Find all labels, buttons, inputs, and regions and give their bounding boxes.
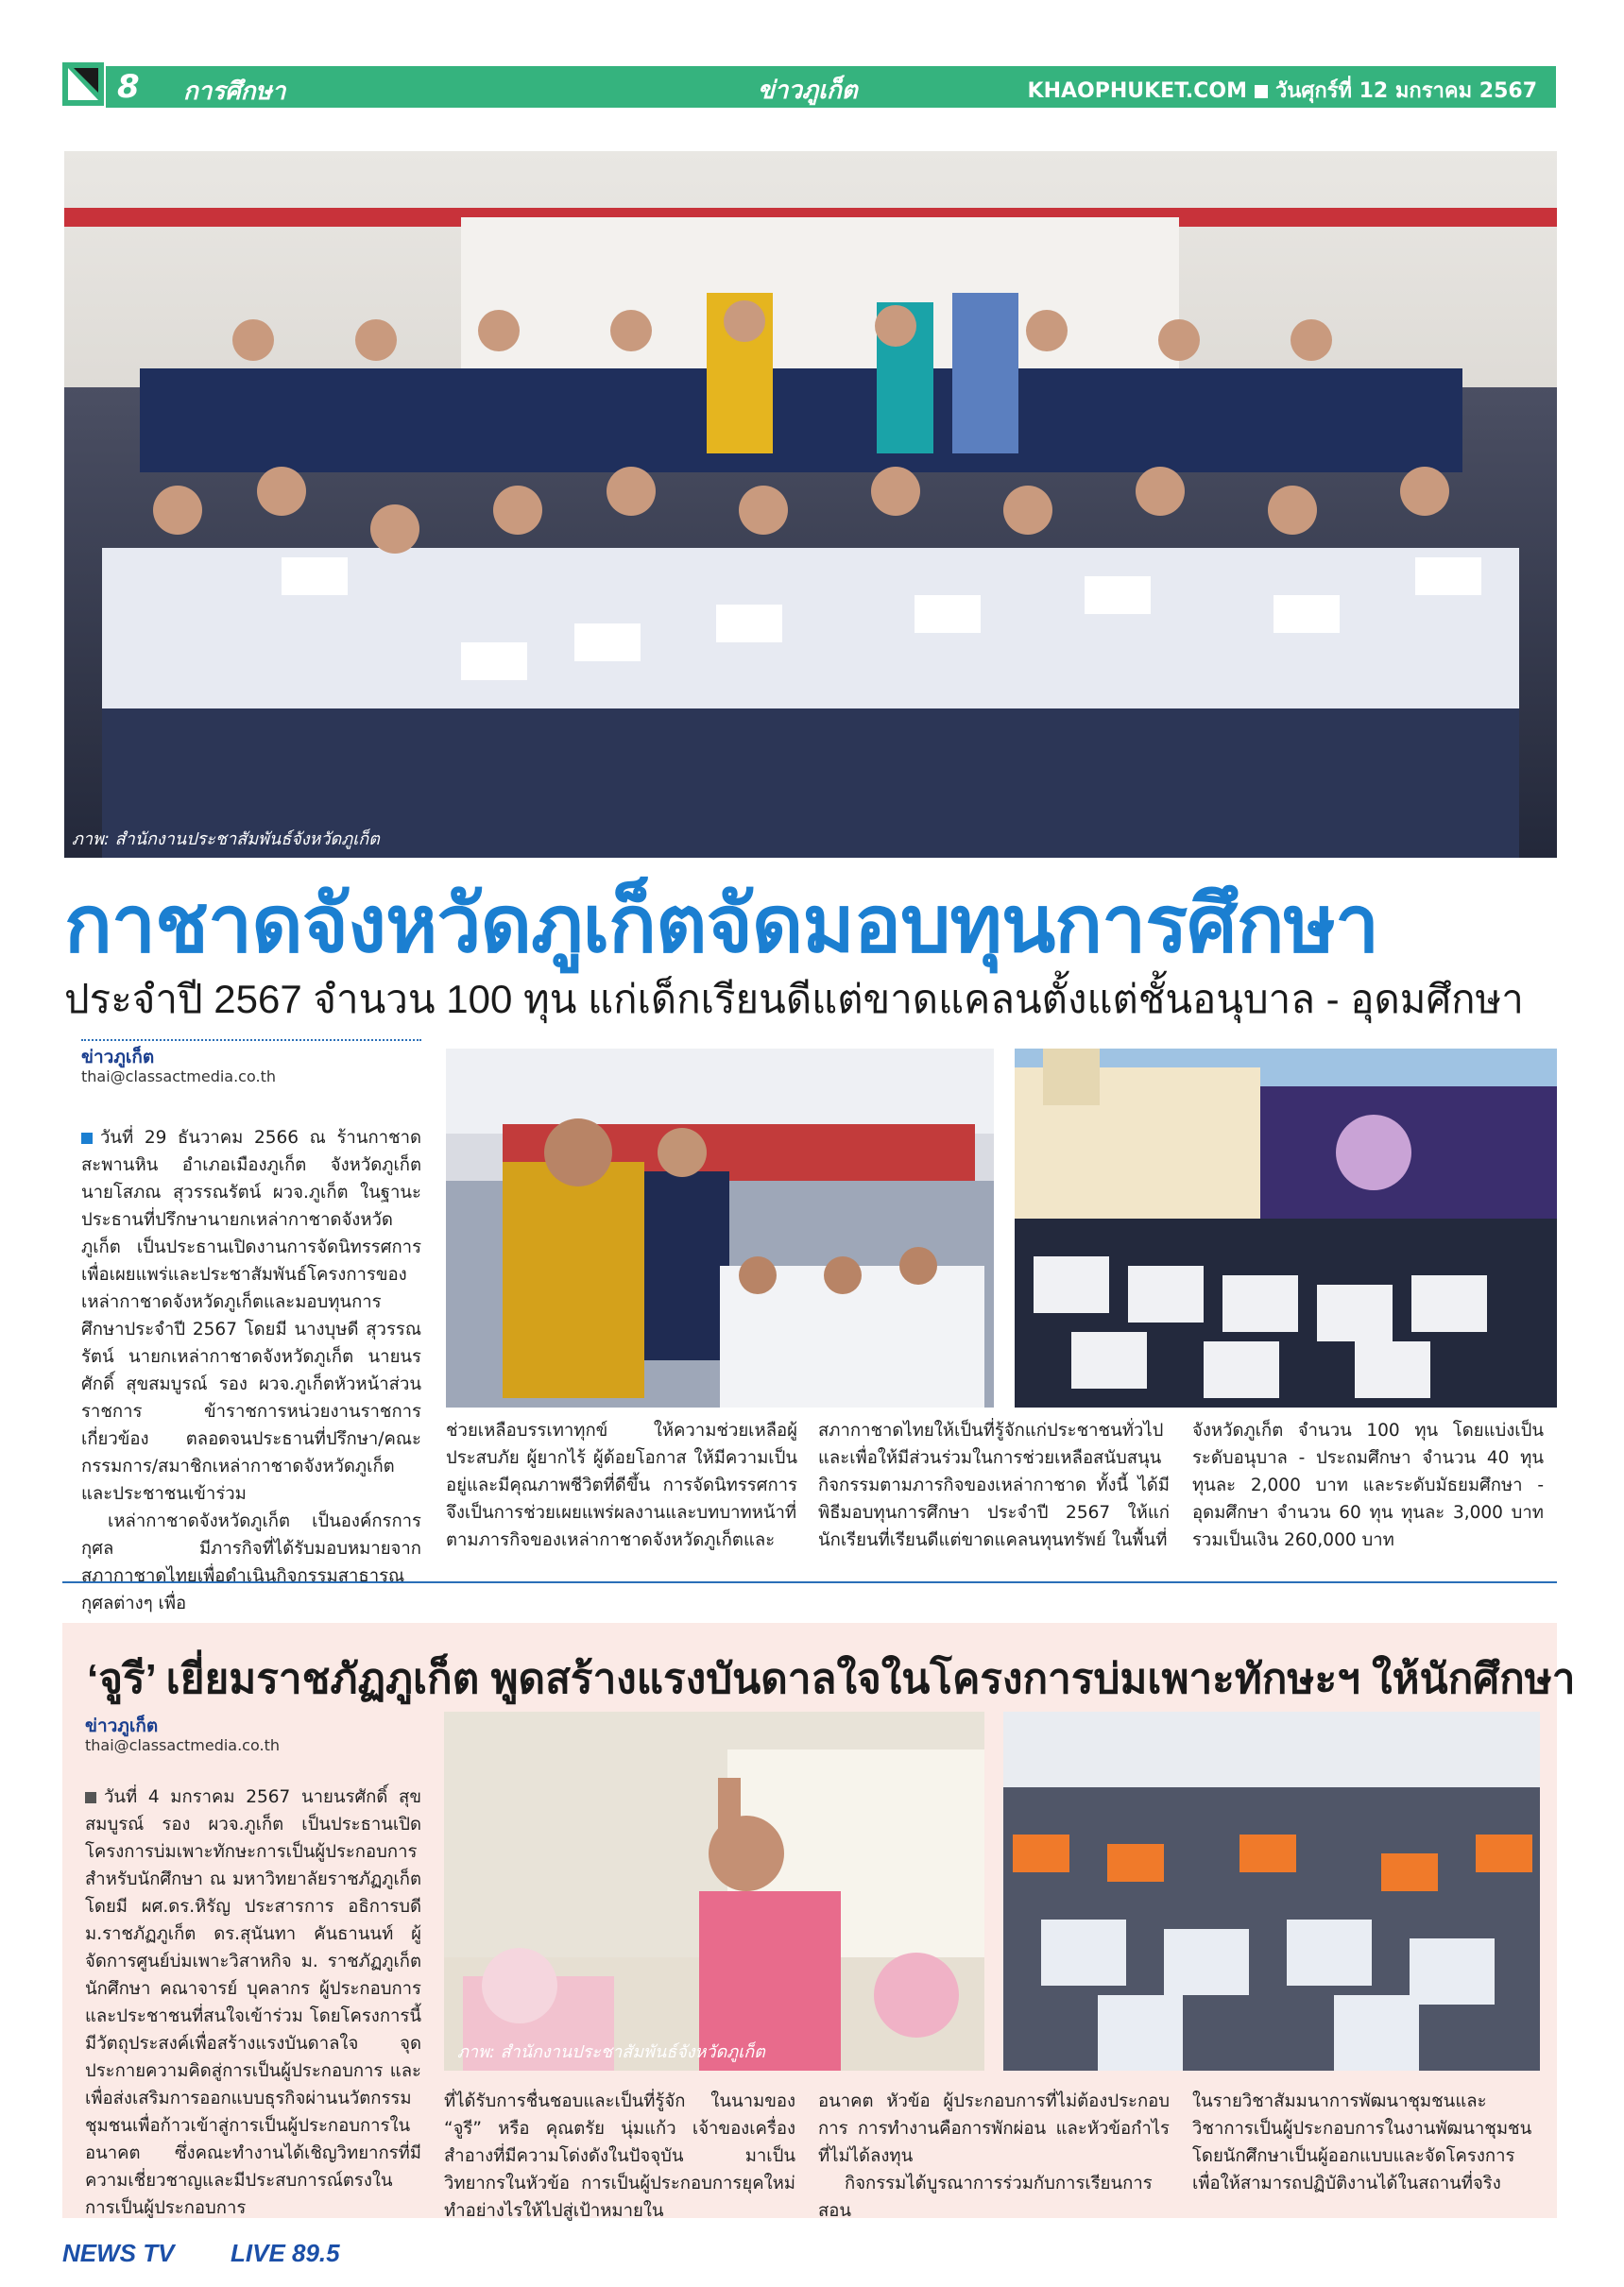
story2-col2-text: ที่ได้รับการชื่นชอบและเป็นที่รู้จัก ในนามของ “จูรี” หรือ คุณตรัย นุ่มแก้ว เจ้าของเครื่องสำอางที่มีความโด่งดังในปัจจุบัน มาเป็นวิทยากรในหัวข้อ การเป็นผู้ประกอบการยุคใหม่ ทำอย่างไรให้ไปสู่เป้าหมายใน (444, 2091, 795, 2221)
author-email: thai@classactmedia.co.th (81, 1067, 276, 1085)
story2-col1-text: วันที่ 4 มกราคม 2567 นายนรศักดิ์ สุขสมบูรณ์ รอง ผวจ.ภูเก็ต เป็นประธานเปิดโครงการบ่มเพาะทักษะการเป็นผู้ประกอบการสำหรับนักศึกษา ณ มหาวิทยาลัยราชภัฏภูเก็ต โดยมี ผศ.ดร.หิรัญ ประสารการ อธิการบดี ม.ราชภัฏภูเก็ต ดร.สุนันทา คันธานนท์ ผู้จัดการศูนย์บ่มเพาะวิสาหกิจ ม. ราชภัฏภูเก็ต นักศึกษา คณาจารย์ บุคลากร ผู้ประกอบการ และประชาชนที่สนใจเข้าร่วม โดยโครงการนี้ มีวัตถุประสงค์เพื่อสร้างแรงบันดาลใจ จุดประกายความคิดสู่การเป็นผู้ประกอบการ และเพื่อส่งเสริมการออกแบบธุรกิจผ่านนวัตกรรมชุมชนเพื่อก้าวเข้าสู่การเป็นผู้ประกอบการในอนาคต ซึ่งคณะทำงานได้เชิญวิทยากรที่มีความเชี่ยวชาญและมีประสบการณ์ตรงในการเป็นผู้ประกอบการ (85, 1787, 421, 2218)
photo-credit: ภาพ: สำนักงานประชาสัมพันธ์จังหวัดภูเก็ต (72, 829, 380, 849)
story2-column-2 (444, 2088, 795, 2225)
story1-column-3 (818, 1417, 1170, 1554)
story2-column-3 (818, 2088, 1170, 2225)
subheadline: ประจำปี 2567 จำนวน 100 ทุน แก่เด็กเรียนดีแต่ขาดแคลนตั้งแต่ชั้นอนุบาล - อุดมศึกษา (64, 977, 1524, 1021)
page-number: 8 (117, 68, 140, 106)
story1-col4-text: จังหวัดภูเก็ต จำนวน 100 ทุน โดยแบ่งเป็นระดับอนุบาล - ประถมศึกษา จำนวน 40 ทุน ทุนละ 2,000 บาท และระดับมัธยมศึกษา - อุดมศึกษา จำนวน 60 ทุน ทุนละ 3,000 บาท รวมเป็นเงิน 260,000 บาท (1192, 1421, 1544, 1550)
section-separator (62, 1581, 1557, 1583)
photo-auditorium-students (1003, 1712, 1540, 2071)
issue-date: วันศุกร์ที่ 12 มกราคม 2567 (1274, 79, 1537, 103)
site-url: KHAOPHUKET.COM (1027, 79, 1247, 103)
story1-col1-text: วันที่ 29 ธันวาคม 2566 ณ ร้านกาชาด สะพานหิน อำเภอเมืองภูเก็ต จังหวัดภูเก็ต นายโสภณ สุวรรณรัตน์ ผวจ.ภูเก็ต ในฐานะประธานที่ปรึกษานายกเหล่ากาชาดจังหวัดภูเก็ต เป็นประธานเปิดงานการจัดนิทรรศการเพื่อเผยแพร่และประชาสัมพันธ์โครงการของเหล่ากาชาดจังหวัดภูเก็ตและมอบทุนการศึกษาประจำปี 2567 โดยมี นางบุษดี สุวรรณรัตน์ นายกเหล่ากาชาดจังหวัดภูเก็ต นายนรศักดิ์ สุขสมบูรณ์ รอง ผวจ.ภูเก็ตหัวหน้าส่วนราชการ ข้าราชการหน่วยงานราชการเกี่ยวข้อง ตลอดจนประธานที่ปรึกษา/คณะกรรมการ/สมาชิกเหล่ากาชาดจังหวัดภูเก็ต และประชาชนเข้าร่วม (81, 1128, 421, 1504)
newspaper-logo-icon (62, 62, 104, 106)
byline-divider (81, 1039, 421, 1041)
site-and-date (1028, 74, 1537, 107)
live-radio-logo-text: LIVE 89.5 (231, 2239, 340, 2267)
story1-col2-text: ช่วยเหลือบรรเทาทุกข์ ให้ความช่วยเหลือผู้ประสบภัย ผู้ยากไร้ ผู้ด้อยโอกาส ให้มีความเป็นอยู่และมีคุณภาพชีวิตที่ดีขึ้น การจัดนิทรรศการจึงเป็นการช่วยเผยแพร่ผลงานและบทบาทหน้าที่ตามภารกิจของเหล่ากาชาดจังหวัดภูเก็ตและ (446, 1421, 797, 1550)
paragraph-bullet-icon (85, 1792, 96, 1803)
story2-col3-text: อนาคต หัวข้อ ผู้ประกอบการที่ไม่ต้องประกอบการ การทำงานคือการพักผ่อน และหัวข้อกำไรที่ไม่ได้ลงทุน (818, 2091, 1170, 2166)
story2-headline: ‘จูรี’ เยี่ยมราชภัฏภูเก็ต พูดสร้างแรงบันดาลใจในโครงการบ่มเพาะทักษะฯ ให้นักศึกษา (87, 1656, 1576, 1702)
photo-ceremony-handing-scholarship (446, 1049, 994, 1408)
story2-byline: ข่าวภูเก็ต (85, 1715, 159, 1736)
news-tv-logo (62, 2237, 214, 2267)
news-tv-logo-text: NEWS TV (62, 2239, 175, 2267)
story1-column-4 (1192, 1417, 1544, 1554)
brand-logo: ข่าวภูเก็ต (758, 77, 858, 105)
photo-speaker-jury (444, 1712, 984, 2071)
live-radio-logo (231, 2237, 353, 2267)
story2-col3b-text: กิจกรรมได้บูรณาการร่วมกับการเรียนการสอน (818, 2174, 1153, 2221)
story1-col3-text: สภากาชาดไทยให้เป็นที่รู้จักแก่ประชาชนทั่วไปและเพื่อให้มีส่วนร่วมในการช่วยเหลือสนับสนุนกิจกรรมตามภารกิจของเหล่ากาชาด ทั้งนี้ ได้มีพิธีมอบทุนการศึกษา ประจำปี 2567 ให้แก่นักเรียนที่เรียนดีแต่ขาดแคลนทุนทรัพย์ ในพื้นที่ (818, 1421, 1170, 1550)
story1-column-2 (446, 1417, 797, 1554)
story1-column-1 (81, 1124, 421, 1617)
story2-photo-credit: ภาพ: สำนักงานประชาสัมพันธ์จังหวัดภูเก็ต (457, 2042, 765, 2062)
story2-col4-text: ในรายวิชาสัมมนาการพัฒนาชุมชนและวิชาการเป็นผู้ประกอบการในงานพัฒนาชุมชน โดยนักศึกษาเป็นผู้ออกแบบและจัดโครงการเพื่อให้สามารถปฏิบัติงานได้ในสถานที่จริง (1192, 2091, 1532, 2193)
story2-author-email: thai@classactmedia.co.th (85, 1736, 280, 1754)
square-separator-icon (1255, 85, 1268, 98)
header-bar (106, 66, 1556, 108)
story2-column-1 (85, 1784, 421, 2222)
story2-column-4 (1192, 2088, 1542, 2197)
headline: กาชาดจังหวัดภูเก็ตจัดมอบทุนการศึกษา (64, 879, 1379, 968)
main-photo-group-students (64, 151, 1557, 858)
byline: ข่าวภูเก็ต (81, 1047, 155, 1067)
story1-col1b-text: เหล่ากาชาดจังหวัดภูเก็ต เป็นองค์กรการกุศล มีภารกิจที่ได้รับมอบหมายจากสภากาชาดไทยเพื่อดำเนินกิจกรรมสาธารณกุศลต่างๆ เพื่อ (81, 1511, 421, 1613)
photo-exhibition-audience (1015, 1049, 1557, 1408)
section-title: การศึกษา (183, 77, 286, 106)
paragraph-bullet-icon (81, 1133, 93, 1144)
